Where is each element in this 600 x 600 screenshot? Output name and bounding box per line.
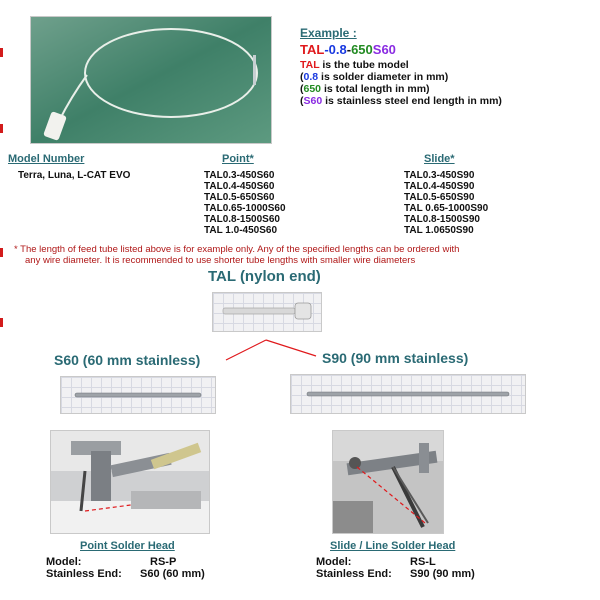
length-note: * The length of feed tube listed above is for example only. Any of the specified lengths can be ordered with any wire diameter. It is recommended to use shorter tube lengths with smaller wire diameters — [14, 244, 460, 266]
list-item: TAL0.4-450S90 — [404, 181, 475, 192]
slide-head-model-label: Model: — [316, 556, 352, 568]
point-list — [204, 170, 286, 236]
point-header: Point* — [222, 153, 254, 165]
slide-head-end-label: Stainless End: — [316, 568, 392, 580]
slide-header: Slide* — [424, 153, 455, 165]
s90-stainless-photo — [290, 374, 526, 414]
slide-solder-head-photo — [332, 430, 444, 534]
edge-marker — [0, 248, 3, 257]
list-item: TAL0.8-1500S90 — [404, 214, 480, 225]
point-head-end-label: Stainless End: — [46, 568, 122, 580]
tal-title: TAL (nylon end) — [208, 268, 321, 285]
list-item: TAL 0.65-1000S90 — [404, 203, 489, 214]
slide-head-model-value: RS-L — [410, 556, 436, 568]
s60-title: S60 (60 mm stainless) — [54, 352, 201, 368]
slide-head-end-value: S90 (90 mm) — [410, 568, 475, 580]
tal-nylon-end-photo — [212, 292, 322, 332]
edge-marker — [0, 124, 3, 133]
point-solder-head-photo — [50, 430, 210, 534]
list-item: TAL0.4-450S60 — [204, 181, 275, 192]
slide-head-title: Slide / Line Solder Head — [330, 540, 456, 552]
s90-title: S90 (90 mm stainless) — [322, 350, 469, 366]
list-item: TAL0.5-650S60 — [204, 192, 275, 203]
point-head-model-label: Model: — [46, 556, 82, 568]
feed-tube-photo — [30, 16, 272, 144]
list-item: TAL0.5-650S90 — [404, 192, 475, 203]
list-item: TAL 1.0650S90 — [404, 225, 474, 236]
edge-marker — [0, 48, 3, 57]
model-number-header: Model Number — [8, 153, 85, 165]
example-heading: Example : — [300, 26, 357, 40]
list-item: TAL0.8-1500S60 — [204, 214, 280, 225]
edge-marker — [0, 318, 3, 327]
s60-stainless-photo — [60, 376, 216, 414]
list-item: TAL0.3-450S90 — [404, 170, 475, 181]
list-item: TAL0.65-1000S60 — [204, 203, 286, 214]
model-name: Terra, Luna, L-CAT EVO — [18, 170, 131, 181]
example-code: TAL-0.8-650S60 — [300, 42, 396, 57]
point-head-title: Point Solder Head — [80, 540, 175, 552]
list-item: TAL0.3-450S60 — [204, 170, 275, 181]
point-head-end-value: S60 (60 mm) — [140, 568, 205, 580]
example-explanation: TAL is the tube model (0.8 is solder diameter in mm) (650 is total length in mm) (S60 is stainless steel end length in mm) — [300, 59, 502, 107]
slide-list — [404, 170, 488, 236]
list-item: TAL 1.0-450S60 — [204, 225, 278, 236]
point-head-model-value: RS-P — [150, 556, 177, 568]
